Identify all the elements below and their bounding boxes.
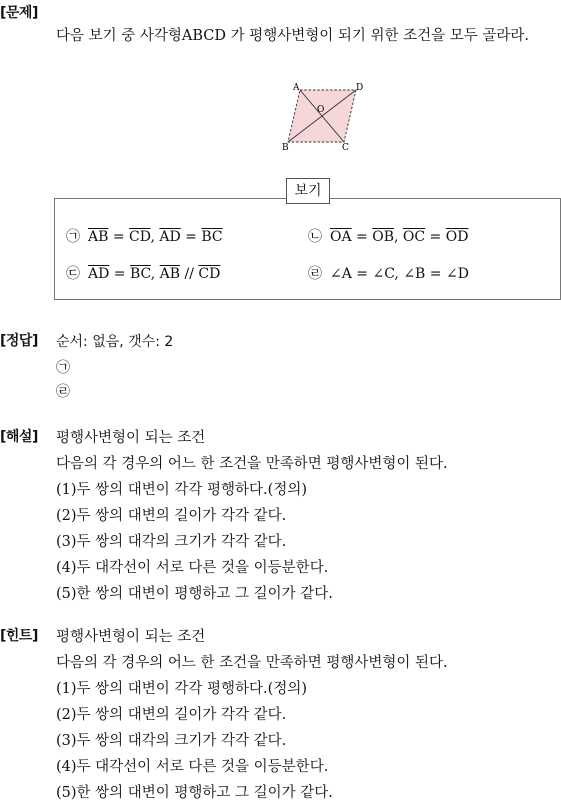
hint-line: 평행사변형이 되는 조건 (56, 629, 206, 645)
math-text: , (394, 229, 403, 245)
math-text: = (109, 266, 130, 282)
hint-line: 다음의 각 경우의 어느 한 조건을 만족하면 평행사변형이 된다. (56, 655, 448, 671)
bogi-item-mark: ㉡ (308, 229, 322, 245)
explanation-line: 평행사변형이 되는 조건 (56, 430, 206, 446)
explanation-line: (2)두 쌍의 대변의 길이가 각각 같다. (56, 508, 287, 524)
math-text: ∠A = ∠C, ∠B = ∠D (330, 266, 469, 282)
segment-symbol: $\overline{BC}$ (201, 229, 223, 245)
explanation-line: (5)한 쌍의 대변이 평행하고 그 길이가 같다. (56, 586, 333, 602)
bogi-item-1 (66, 226, 223, 246)
answer-mark-1: ㉠ (56, 360, 70, 376)
center-o-label: O (317, 105, 325, 115)
math-text: = (180, 229, 202, 245)
math-text: , (150, 266, 160, 282)
answer-mark-2: ㉣ (56, 384, 70, 400)
bogi-item-mark: ㉢ (66, 266, 80, 282)
answer-label: [정답] (0, 333, 38, 349)
explanation-line: (1)두 쌍의 대변이 각각 평행하다.(정의) (56, 482, 307, 498)
segment-symbol: $\overline{AD}$ (159, 229, 181, 245)
explanation-line: 다음의 각 경우의 어느 한 조건을 만족하면 평행사변형이 된다. (56, 456, 448, 472)
explanation-line: (3)두 쌍의 대각의 크기가 각각 같다. (56, 534, 287, 550)
segment-symbol: $\overline{CD}$ (198, 266, 221, 282)
hint-line: (3)두 쌍의 대각의 크기가 각각 같다. (56, 733, 287, 749)
math-text: = (351, 229, 373, 245)
hint-line: (2)두 쌍의 대변의 길이가 각각 같다. (56, 707, 287, 723)
bogi-item-mark: ㉠ (66, 229, 80, 245)
bogi-box (54, 198, 561, 300)
hint-line: (5)한 쌍의 대변이 평행하고 그 길이가 같다. (56, 785, 333, 801)
parallelogram-figure (280, 80, 365, 152)
math-text: = (108, 229, 130, 245)
segment-symbol: $\overline{AD}$ (88, 266, 110, 282)
bogi-item-3 (66, 263, 220, 283)
problem-label: [문제] (0, 5, 38, 21)
hint-label: [힌트] (0, 628, 38, 644)
segment-symbol: $\overline{BC}$ (129, 266, 151, 282)
explanation-label: [해설] (0, 429, 38, 445)
segment-symbol: $\overline{OD}$ (445, 229, 469, 245)
answer-summary: 순서: 없음, 갯수: 2 (56, 334, 174, 350)
segment-symbol: $\overline{OB}$ (372, 229, 394, 245)
bogi-item-2 (308, 226, 468, 246)
hint-line: (4)두 대각선이 서로 다른 것을 이등분한다. (56, 759, 329, 775)
bogi-item-mark: ㉣ (308, 266, 322, 282)
vertex-d-label: D (356, 83, 364, 93)
bogi-title: 보기 (286, 178, 330, 204)
explanation-line: (4)두 대각선이 서로 다른 것을 이등분한다. (56, 560, 329, 576)
vertex-b-label: B (282, 143, 289, 152)
vertex-c-label: C (342, 143, 349, 152)
problem-text: 다음 보기 중 사각형ABCD 가 평행사변형이 되기 위한 조건을 모두 골라라. (56, 28, 530, 44)
segment-symbol: $\overline{OC}$ (402, 229, 426, 245)
hint-line: (1)두 쌍의 대변이 각각 평행하다.(정의) (56, 681, 307, 697)
segment-symbol: $\overline{OA}$ (330, 229, 352, 245)
segment-symbol: $\overline{AB}$ (159, 266, 181, 282)
math-text: // (180, 266, 199, 282)
math-text: , (150, 229, 160, 245)
math-text: = (425, 229, 446, 245)
segment-symbol: $\overline{CD}$ (129, 229, 151, 245)
bogi-item-4 (308, 263, 469, 283)
vertex-a-label: A (293, 83, 300, 93)
segment-symbol: $\overline{AB}$ (88, 229, 109, 245)
